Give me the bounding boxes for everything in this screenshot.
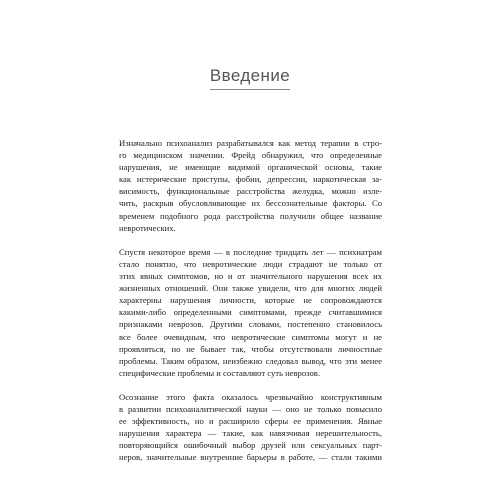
- text-line: висимость, функциональные расстройства желудка, можно изле-: [119, 186, 382, 197]
- text-line: го медицинском значении. Фрейд обнаружил, что определенные: [119, 150, 382, 161]
- text-line: невротических.: [119, 222, 176, 233]
- text-line: стало понятно, что невротические люди страдают не только от: [119, 258, 382, 269]
- text-line: в развитии психоаналитической науки — оно не только повысило: [119, 404, 382, 415]
- text-line: нарушения, не имеющие видимой органической основы, такие: [119, 162, 382, 173]
- text-line: этих явных симптомов, но и от значительного нарушения всех их: [119, 271, 382, 282]
- text-line: Изначально психоанализ разрабатывался как метод терапии в стро-: [119, 138, 382, 148]
- text-line: нарушения характера — такие, как навязчивая нерешительность,: [119, 428, 382, 439]
- text-line: ее эффективность, но и расширило сферы ее применения. Явные: [119, 416, 382, 427]
- text-line: проявляться, но не бывает так, чтобы отсутствовали личностные: [119, 343, 382, 354]
- text-line: Спустя некоторое время — в последние тридцать лет — психиатрам: [119, 246, 382, 257]
- text-line: какими-либо определенными симптомами, прежде считавшимися: [119, 307, 382, 318]
- chapter-heading: [0, 66, 500, 90]
- body-text: [119, 137, 382, 476]
- text-line: характерны нарушения личности, которые не сопровождаются: [119, 295, 382, 306]
- text-line: проблемы. Таким образом, неизбежно следовал вывод, что эти менее: [119, 355, 382, 366]
- text-line: неров, значительные внутренние барьеры в работе, — стали такими: [119, 452, 382, 463]
- paragraph: [119, 137, 382, 234]
- chapter-title: Введение: [209, 66, 291, 85]
- text-line: повторяющийся ошибочный выбор друзей или сексуальных парт-: [119, 440, 382, 451]
- text-line: чить, раскрыв обусловливающие их бессознательные факторы. Со: [119, 198, 382, 209]
- paragraph: [119, 391, 382, 464]
- text-line: жизненных отношений. Они также увидели, что для многих людей: [119, 283, 382, 294]
- text-line: временем подобного рода расстройства получили общее название: [119, 210, 382, 221]
- text-line: специфические проблемы и составляют суть неврозов.: [119, 367, 321, 378]
- paragraph: [119, 246, 382, 379]
- text-line: признаками неврозов. Другими словами, постепенно становилось: [119, 319, 382, 330]
- title-underline: [210, 89, 290, 90]
- text-line: Осознание этого факта оказалось чрезвычайно конструктивным: [119, 391, 382, 402]
- text-line: все более очевидным, что невротические симптомы могут и не: [119, 331, 382, 342]
- text-line: как истерические приступы, фобии, депрессии, наркотическая за-: [119, 174, 382, 185]
